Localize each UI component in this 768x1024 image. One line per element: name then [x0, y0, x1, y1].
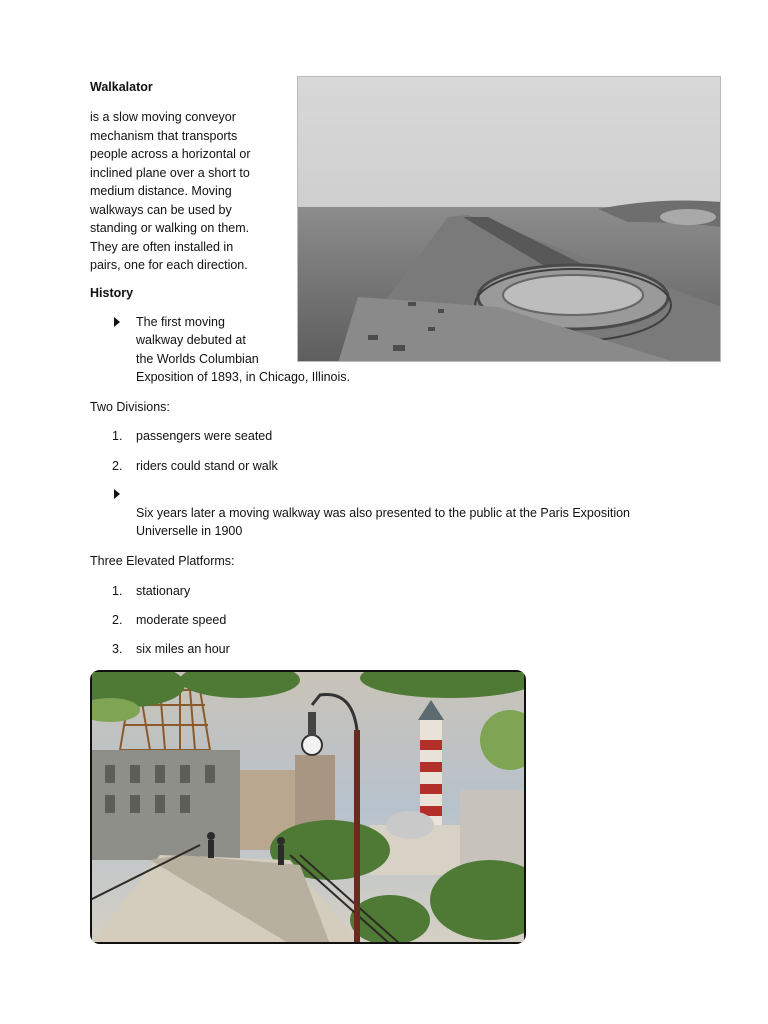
- bullet-arrow-icon: [114, 489, 120, 499]
- list-number: 1.: [112, 429, 123, 443]
- intro-paragraph: [90, 108, 290, 275]
- history-bullet-line: the Worlds Columbian: [136, 352, 259, 366]
- paris-bullet-line: Six years later a moving walkway was also presented to the public at the Paris Exposition: [136, 506, 630, 520]
- two-divisions-heading: Two Divisions:: [90, 400, 170, 414]
- intro-line: walkways can be used by: [90, 202, 232, 217]
- history-bullet-line: walkway debuted at: [136, 333, 246, 347]
- intro-line: is a slow moving conveyor: [90, 110, 236, 124]
- list-item: stationary: [136, 584, 191, 598]
- three-platforms-heading: Three Elevated Platforms:: [90, 554, 235, 568]
- exposition-photo: [90, 670, 526, 944]
- intro-line: people across a horizontal or: [90, 147, 251, 161]
- list-item: riders could stand or walk: [136, 459, 278, 473]
- document-title: Walkalator: [90, 80, 153, 94]
- list-number: 3.: [112, 642, 123, 656]
- list-item: moderate speed: [136, 613, 227, 627]
- list-item: passengers were seated: [136, 429, 273, 443]
- list-item: six miles an hour: [136, 642, 230, 656]
- intro-line: standing or walking on them.: [90, 221, 250, 235]
- intro-line: They are often installed in: [90, 239, 234, 254]
- list-number: 1.: [112, 584, 123, 598]
- pier-photo: [297, 76, 721, 362]
- history-bullet-line: The first moving: [136, 315, 225, 329]
- paris-bullet-line: Universelle in 1900: [136, 524, 243, 538]
- list-number: 2.: [112, 459, 123, 473]
- bullet-arrow-icon: [114, 317, 120, 327]
- history-heading: History: [90, 286, 134, 300]
- list-number: 2.: [112, 613, 123, 627]
- history-bullet-line: Exposition of 1893, in Chicago, Illinois.: [136, 370, 351, 384]
- intro-line: pairs, one for each direction.: [90, 258, 248, 272]
- intro-line: mechanism that transports: [90, 128, 238, 143]
- intro-line: inclined plane over a short to: [90, 165, 250, 180]
- intro-line: medium distance. Moving: [90, 184, 232, 198]
